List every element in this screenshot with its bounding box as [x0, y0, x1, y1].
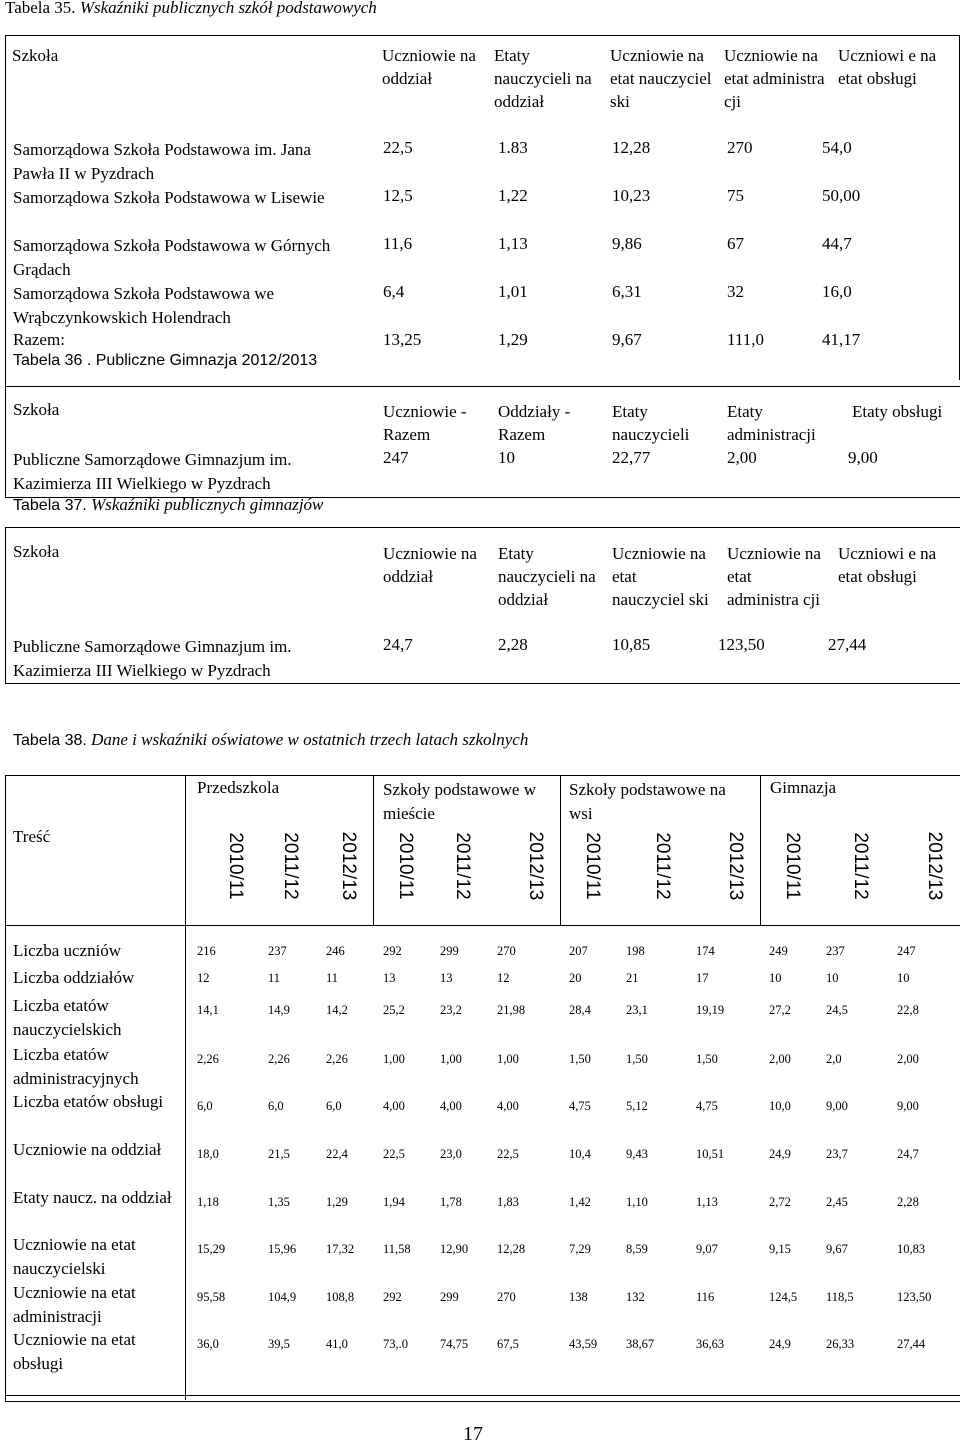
t38-row-label: Uczniowie na etat administracji — [13, 1283, 136, 1326]
t38-cell: 1,13 — [696, 1195, 718, 1209]
t37-caption — [13, 495, 323, 515]
t38-cell: 299 — [440, 944, 459, 958]
t38-cell: 237 — [826, 944, 845, 958]
t38-cell: 41,0 — [326, 1337, 348, 1351]
t38-row-label: Uczniowie na etat nauczycielski — [13, 1235, 136, 1278]
t38-cell: 104,9 — [268, 1290, 297, 1304]
t38-cell: 10,0 — [769, 1099, 791, 1113]
t38-cell: 1,35 — [268, 1195, 290, 1209]
t38-cell: 21,5 — [268, 1147, 290, 1161]
t36-row-v2: 10 — [498, 448, 515, 467]
t38-cell: 9,00 — [826, 1099, 848, 1113]
t38-cell: 22,5 — [497, 1147, 519, 1161]
t38-row-label: Liczba etatów obsługi — [13, 1092, 164, 1111]
year-label-village-1: 2010/11 — [582, 832, 603, 900]
t38-cell: 6,0 — [268, 1099, 284, 1113]
t36-header-classes: Oddziały - Razem — [498, 402, 571, 444]
t38-row-label: Liczba etatów nauczycielskich — [13, 996, 122, 1039]
t35-row-4-v2: 1,01 — [498, 282, 528, 301]
t38-cell: 174 — [696, 944, 715, 958]
t36-header-pupils: Uczniowie -Razem — [383, 402, 467, 444]
t38-row-label: Liczba etatów administracyjnych — [13, 1045, 139, 1088]
t38-cell: 14,2 — [326, 1003, 348, 1017]
t38-cell: 1,50 — [696, 1052, 718, 1066]
t38-cell: 270 — [497, 944, 516, 958]
t38-cell: 67,5 — [497, 1337, 519, 1351]
t35-row-total-v1: 13,25 — [383, 330, 422, 349]
t38-cell: 36,63 — [696, 1337, 725, 1351]
t38-cell: 9,67 — [826, 1242, 848, 1256]
year-label-preschool-3: 2012/13 — [338, 831, 359, 901]
t38-cell: 23,2 — [440, 1003, 462, 1017]
t38-cell: 22,5 — [383, 1147, 405, 1161]
year-label-town-1: 2010/11 — [395, 832, 416, 900]
t38-cell: 6,0 — [197, 1099, 213, 1113]
t37-header-pupils-per-class: Uczniowie na oddział — [383, 544, 477, 586]
t35-header-school: Szkoła — [12, 46, 59, 65]
t35-row-3-name: Samorządowa Szkoła Podstawowa w Górnych Grądach — [13, 236, 331, 279]
t35-row-3-v5: 44,7 — [822, 234, 852, 253]
t38-caption-title: Dane i wskaźniki oświatowe w ostatnich trzech latach szkolnych — [91, 730, 529, 749]
t38-cell: 12 — [497, 971, 510, 985]
year-label-village-3: 2012/13 — [725, 831, 746, 901]
t38-cell: 9,43 — [626, 1147, 648, 1161]
t38-cell: 1,00 — [440, 1052, 462, 1066]
t35-row-1-name: Samorządowa Szkoła Podstawowa im. Jana Pawła II w Pyzdrach — [13, 140, 311, 183]
t38-cell: 18,0 — [197, 1147, 219, 1161]
t37-row-v2: 2,28 — [498, 635, 528, 654]
t38-cell: 14,1 — [197, 1003, 219, 1017]
page-number: 17 — [463, 1423, 483, 1445]
t38-caption — [13, 730, 528, 750]
t38-cell: 21 — [626, 971, 639, 985]
t38-cell: 4,75 — [569, 1099, 591, 1113]
t38-cell: 10,51 — [696, 1147, 725, 1161]
year-label-gymnasium-1: 2010/11 — [782, 832, 803, 900]
t38-cell: 10 — [826, 971, 839, 985]
t38-cell: 123,50 — [897, 1290, 932, 1304]
t36-header-school: Szkoła — [13, 400, 60, 419]
t38-cell: 19,19 — [696, 1003, 725, 1017]
t38-cell: 15,96 — [268, 1242, 297, 1256]
t38-cell: 74,75 — [440, 1337, 469, 1351]
t35-row-3-v2: 1,13 — [498, 234, 528, 253]
t37-row-v3: 10,85 — [612, 635, 651, 654]
t38-cell: 1,29 — [326, 1195, 348, 1209]
t38-cell: 1,18 — [197, 1195, 219, 1209]
t38-cell: 13 — [440, 971, 453, 985]
t38-cell: 2,26 — [268, 1052, 290, 1066]
t38-cell: 23,7 — [826, 1147, 848, 1161]
t38-cell: 12 — [197, 971, 210, 985]
t35-grid — [6, 36, 960, 142]
t38-cell: 38,67 — [626, 1337, 655, 1351]
t38-cell: 138 — [569, 1290, 588, 1304]
t38-cell: 4,00 — [383, 1099, 405, 1113]
t35-row-total-v3: 9,67 — [612, 330, 642, 349]
t37-row-v5: 27,44 — [828, 635, 867, 654]
t38-cell: 9,15 — [769, 1242, 791, 1256]
year-label-gymnasium-2: 2011/12 — [850, 832, 871, 900]
t38-cell: 6,0 — [326, 1099, 342, 1113]
t35-row-4-v3: 6,31 — [612, 282, 642, 301]
t35-row-4-v4: 32 — [727, 282, 744, 301]
t38-cell: 108,8 — [326, 1290, 355, 1304]
t38-cell: 9,07 — [696, 1242, 718, 1256]
t38-group-primary-town: Szkoły podstawowe w mieście — [383, 780, 536, 823]
t36-row-name: Publiczne Samorządowe Gimnazjum im. Kazimierza III Wielkiego w Pyzdrach — [13, 450, 292, 493]
t38-cell: 2,00 — [897, 1052, 919, 1066]
t38-cell: 21,98 — [497, 1003, 526, 1017]
t36-caption: Tabela 36 . Publiczne Gimnazja 2012/2013 — [13, 352, 318, 369]
t36-row-v1: 247 — [383, 448, 409, 467]
t38-cell: 299 — [440, 1290, 459, 1304]
t37-header-teachers-per-class: Etaty nauczycieli na oddział — [498, 544, 596, 609]
t38-row-label: Etaty naucz. na oddział — [13, 1188, 172, 1207]
year-label-village-2: 2011/12 — [652, 832, 673, 900]
t35-row-1-v3: 12,28 — [612, 138, 651, 157]
t38-cell: 249 — [769, 944, 788, 958]
t35-row-1-v1: 22,5 — [383, 138, 413, 157]
t38-cell: 11 — [326, 971, 339, 985]
t38-cell: 23,1 — [626, 1003, 648, 1017]
t38-cell: 4,75 — [696, 1099, 718, 1113]
t37-header-pupils-per-teacher: Uczniowie na etat nauczyciel ski — [612, 544, 709, 609]
year-label-gymnasium-3: 2012/13 — [924, 831, 945, 901]
t35-row-1-v2: 1.83 — [498, 138, 528, 157]
t35-row-total-v5: 41,17 — [822, 330, 861, 349]
t38-cell: 1,00 — [383, 1052, 405, 1066]
t38-cell: 12,90 — [440, 1242, 469, 1256]
t36-header-teachers: Etaty nauczycieli — [612, 402, 690, 444]
t35-row-2-v2: 1,22 — [498, 186, 528, 205]
t35-caption-prefix: Tabela 35. — [5, 0, 76, 17]
t37-caption-prefix: Tabela 37. — [13, 497, 87, 514]
t38-cell: 4,00 — [440, 1099, 462, 1113]
t38-cell: 36,0 — [197, 1337, 219, 1351]
t38-row-label: Uczniowie na etat obsługi — [13, 1330, 136, 1373]
t37-header-school: Szkoła — [13, 542, 60, 561]
t38-cell: 26,33 — [826, 1337, 855, 1351]
t38-cell: 1,78 — [440, 1195, 462, 1209]
t38-cell: 14,9 — [268, 1003, 290, 1017]
t38-cell: 1,83 — [497, 1195, 519, 1209]
t35-row-3-v1: 11,6 — [383, 234, 413, 253]
t35-row-total-v2: 1,29 — [498, 330, 528, 349]
t35-header-teachers-per-class: Etaty nauczycieli na oddział — [494, 46, 592, 111]
t35-caption — [5, 0, 377, 18]
t38-cell: 1,50 — [626, 1052, 648, 1066]
t38-cell: 13 — [383, 971, 396, 985]
t38-cell: 2,0 — [826, 1052, 842, 1066]
t38-cell: 2,28 — [897, 1195, 919, 1209]
t38-cell: 132 — [626, 1290, 645, 1304]
t38-cell: 17,32 — [326, 1242, 355, 1256]
t37-row-name: Publiczne Samorządowe Gimnazjum im. Kazimierza III Wielkiego w Pyzdrach — [13, 637, 292, 680]
t38-cell: 216 — [197, 944, 216, 958]
t38-cell: 5,12 — [626, 1099, 648, 1113]
t35-header-pupils-per-service: Uczniowi e na etat obsługi — [838, 46, 937, 88]
t38-cell: 15,29 — [197, 1242, 226, 1256]
t38-group-primary-village: Szkoły podstawowe na wsi — [569, 780, 726, 823]
t38-cell: 124,5 — [769, 1290, 798, 1304]
t35-row-1-v4: 270 — [727, 138, 753, 157]
t38-cell: 12,28 — [497, 1242, 526, 1256]
t38-cell: 2,72 — [769, 1195, 791, 1209]
t38-cell: 20 — [569, 971, 582, 985]
t35-table — [5, 35, 960, 387]
t35-row-4-name: Samorządowa Szkoła Podstawowa we Wrąbczynkowskich Holendrach — [13, 284, 275, 327]
t35-row-2-v5: 50,00 — [822, 186, 861, 205]
t38-cell: 95,58 — [197, 1290, 226, 1304]
t38-cell: 23,0 — [440, 1147, 462, 1161]
t36-header-admin: Etaty administracji — [727, 402, 816, 444]
t38-cell: 1,10 — [626, 1195, 648, 1209]
t35-header-pupils-per-admin: Uczniowie na etat administra cji — [724, 46, 825, 111]
t38-cell: 10,83 — [897, 1242, 926, 1256]
t38-cell: 27,2 — [769, 1003, 791, 1017]
t35-row-2-v1: 12,5 — [383, 186, 413, 205]
t38-cell: 24,9 — [769, 1337, 791, 1351]
t36-row-v5: 9,00 — [848, 448, 878, 467]
t38-cell: 207 — [569, 944, 588, 958]
t35-row-2-v4: 75 — [727, 186, 744, 205]
t38-cell: 9,00 — [897, 1099, 919, 1113]
t38-cell: 2,26 — [197, 1052, 219, 1066]
t37-header-pupils-per-admin: Uczniowie na etat administra cji — [727, 544, 821, 609]
t38-cell: 39,5 — [268, 1337, 290, 1351]
t38-cell: 10,4 — [569, 1147, 591, 1161]
year-label-preschool-1: 2010/11 — [225, 832, 246, 900]
t35-row-4-v1: 6,4 — [383, 282, 405, 301]
t38-cell: 24,7 — [897, 1147, 919, 1161]
t37-header-pupils-per-service: Uczniowi e na etat obsługi — [838, 544, 937, 586]
t35-header-pupils-per-class: Uczniowie na oddział — [382, 46, 476, 88]
t35-caption-title: Wskaźniki publicznych szkół podstawowych — [79, 0, 377, 17]
t35-row-3-v4: 67 — [727, 234, 744, 253]
t38-cell: 8,59 — [626, 1242, 648, 1256]
t38-cell: 270 — [497, 1290, 516, 1304]
t36-header-service: Etaty obsługi — [852, 402, 943, 421]
year-label-preschool-2: 2011/12 — [280, 832, 301, 900]
t35-row-4-v5: 16,0 — [822, 282, 852, 301]
t35-row-total-name: Razem: — [13, 330, 65, 349]
t38-cell: 247 — [897, 944, 916, 958]
t38-cell: 22,8 — [897, 1003, 919, 1017]
t38-cell: 25,2 — [383, 1003, 405, 1017]
t38-row-label: Liczba oddziałów — [13, 968, 135, 987]
t38-cell: 22,4 — [326, 1147, 348, 1161]
t38-header-tresc: Treść — [13, 827, 51, 846]
t36-row-v4: 2,00 — [727, 448, 757, 467]
t38-cell: 11,58 — [383, 1242, 411, 1256]
t38-cell: 1,42 — [569, 1195, 591, 1209]
t38-cell: 10 — [769, 971, 782, 985]
t38-cell: 11 — [268, 971, 281, 985]
t38-cell: 28,4 — [569, 1003, 591, 1017]
t38-cell: 118,5 — [826, 1290, 854, 1304]
t35-row-2-v3: 10,23 — [612, 186, 651, 205]
t38-cell: 10 — [897, 971, 910, 985]
year-label-town-2: 2011/12 — [452, 832, 473, 900]
t38-cell: 198 — [626, 944, 645, 958]
t36-row-v3: 22,77 — [612, 448, 651, 467]
t38-cell: 1,94 — [383, 1195, 405, 1209]
t38-row-label: Uczniowie na oddział — [13, 1140, 162, 1159]
t35-row-2-name: Samorządowa Szkoła Podstawowa w Lisewie — [13, 188, 325, 207]
t38-cell: 292 — [383, 1290, 402, 1304]
t38-group-preschool: Przedszkola — [197, 778, 280, 797]
t38-cell: 116 — [696, 1290, 715, 1304]
t38-cell: 246 — [326, 944, 345, 958]
t38-cell: 4,00 — [497, 1099, 519, 1113]
t38-cell: 1,50 — [569, 1052, 591, 1066]
t35-header-pupils-per-teacher: Uczniowie na etat nauczyciel ski — [610, 46, 712, 111]
t38-cell: 24,5 — [826, 1003, 848, 1017]
t38-cell: 237 — [268, 944, 287, 958]
t38-cell: 1,00 — [497, 1052, 519, 1066]
t38-cell: 2,26 — [326, 1052, 348, 1066]
t35-row-3-v3: 9,86 — [612, 234, 642, 253]
t37-row-v1: 24,7 — [383, 635, 413, 654]
t38-cell: 27,44 — [897, 1337, 926, 1351]
t37-row-v4: 123,50 — [718, 635, 765, 654]
t38-cell: 2,45 — [826, 1195, 848, 1209]
t38-caption-prefix: Tabela 38. — [13, 732, 87, 749]
t35-row-1-v5: 54,0 — [822, 138, 852, 157]
year-label-town-3: 2012/13 — [525, 831, 546, 901]
t38-group-gymnasium: Gimnazja — [770, 778, 837, 797]
t38-cell: 17 — [696, 971, 709, 985]
t38-cell: 2,00 — [769, 1052, 791, 1066]
t35-header-row — [6, 36, 960, 142]
t38-cell: 43,59 — [569, 1337, 598, 1351]
t37-caption-title: Wskaźniki publicznych gimnazjów — [91, 495, 324, 514]
t38-cell: 73,.0 — [383, 1337, 408, 1351]
t35-row-total-v4: 111,0 — [727, 330, 764, 349]
t38-cell: 292 — [383, 944, 402, 958]
t38-cell: 24,9 — [769, 1147, 791, 1161]
t38-row-label: Liczba uczniów — [13, 941, 122, 960]
t38-cell: 7,29 — [569, 1242, 591, 1256]
